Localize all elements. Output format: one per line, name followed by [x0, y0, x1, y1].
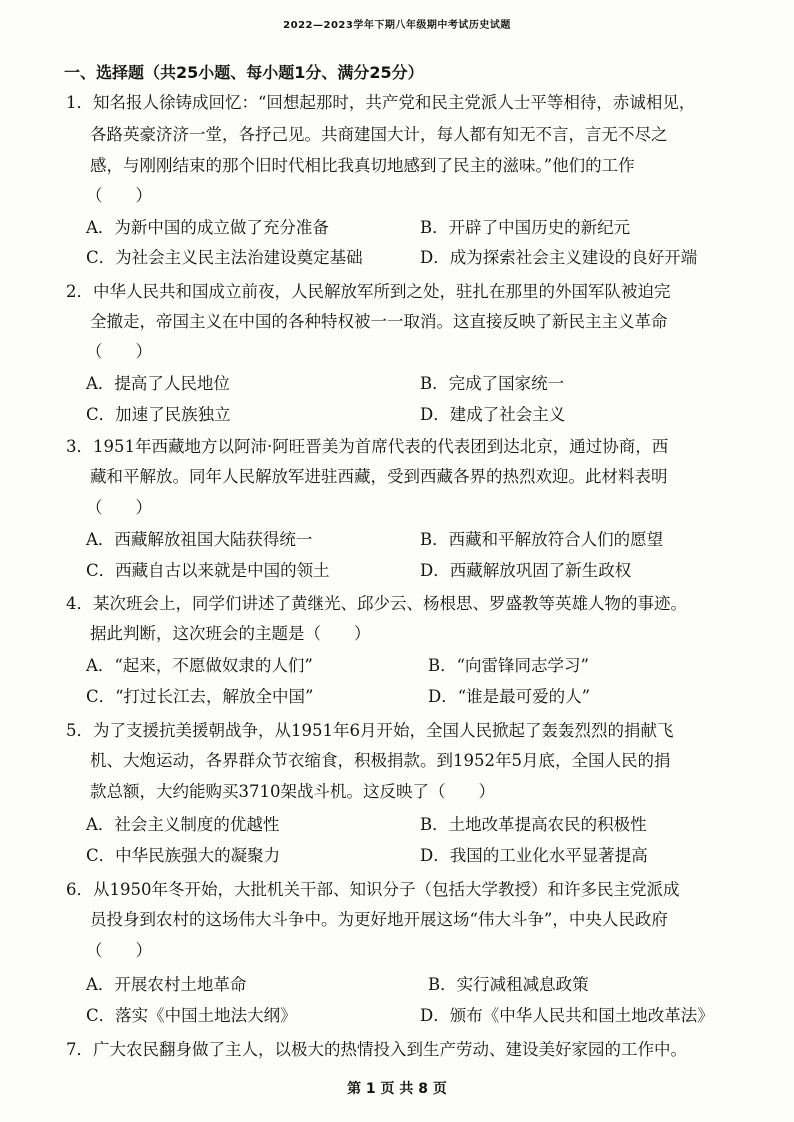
page-title: 2022—2023学年下期八年级期中考试历史试题: [283, 20, 511, 31]
q1-option-b: B．开辟了中国历史的新纪元: [420, 218, 631, 237]
q3-blank: （ ）: [86, 498, 152, 517]
q5-line-1: 5．为了支援抗美援朝战争，从1951年6月开始，全国人民掀起了轰轰烈烈的捐献飞: [66, 721, 674, 740]
q4-option-c: C．“打过长江去，解放全中国”: [86, 687, 314, 706]
q2-option-b: B．完成了国家统一: [420, 374, 565, 393]
q6-line-1: 6．从1950年冬开始，大批机关干部、知识分子（包括大学教授）和许多民主党派成: [66, 880, 680, 899]
q6-option-a: A．开展农村土地革命: [86, 975, 247, 994]
q2-option-a: A．提高了人民地位: [86, 374, 230, 393]
q1-line-3: 感，与刚刚结束的那个旧时代相比我真切地感到了民主的滋味。”他们的工作: [90, 156, 635, 175]
q1-option-a: A．为新中国的成立做了充分准备: [86, 218, 329, 237]
q3-line-1: 3．1951年西藏地方以阿沛·阿旺晋美为首席代表的代表团到达北京，通过协商，西: [66, 437, 669, 456]
q3-option-c: C．西藏自古以来就是中国的领土: [86, 561, 330, 580]
q1-line-2: 各路英豪济济一堂，各抒己见。共商建国大计，每人都有知无不言，言无不尽之: [90, 125, 668, 144]
q1-blank: （ ）: [86, 186, 152, 205]
q5-option-d: D．我国的工业化水平显著提高: [420, 846, 648, 865]
q2-option-c: C．加速了民族独立: [86, 405, 231, 424]
q5-line-3: 款总额，大约能购买3710架战斗机。这反映了（ ）: [90, 782, 495, 801]
q6-option-b: B．实行减租减息政策: [428, 975, 589, 994]
q7-line-1: 7．广大农民翻身做了主人，以极大的热情投入到生产劳动、建设美好家园的工作中。: [66, 1040, 687, 1059]
q3-option-a: A．西藏解放祖国大陆获得统一: [86, 530, 313, 549]
q2-option-d: D．建成了社会主义: [420, 405, 566, 424]
q6-line-2: 员投身到农村的这场伟大斗争中。为更好地开展这场“伟大斗争”，中央人民政府: [90, 910, 668, 929]
q1-option-d: D．成为探索社会主义建设的良好开端: [420, 248, 698, 267]
q3-line-2: 藏和平解放。同年人民解放军进驻西藏，受到西藏各界的热烈欢迎。此材料表明: [90, 467, 668, 486]
q5-option-c: C．中华民族强大的凝聚力: [86, 846, 281, 865]
q4-option-a: A．“起来，不愿做奴隶的人们”: [86, 656, 313, 675]
q4-option-d: D．“谁是最可爱的人”: [428, 687, 591, 706]
page-footer: 第 1 页 共 8 页: [347, 1081, 447, 1097]
q2-line-1: 2．中华人民共和国成立前夜，人民解放军所到之处，驻扎在那里的外国军队被迫完: [66, 282, 671, 301]
q3-option-d: D．西藏解放巩固了新生政权: [420, 561, 632, 580]
q4-line-2: 据此判断，这次班会的主题是（ ）: [90, 624, 371, 643]
q1-line-1: 1．知名报人徐铸成回忆：“回想起那时，共产党和民主党派人士平等相待，赤诚相见，: [66, 93, 696, 112]
section-heading: 一、选择题（共25小题、每小题1分、满分25分）: [64, 63, 424, 82]
q3-option-b: B．西藏和平解放符合人们的愿望: [420, 530, 664, 549]
q5-option-a: A．社会主义制度的优越性: [86, 815, 280, 834]
q6-blank: （ ）: [86, 941, 152, 960]
q5-option-b: B．土地改革提高农民的积极性: [420, 815, 647, 834]
q2-blank: （ ）: [86, 342, 152, 361]
q1-option-c: C．为社会主义民主法治建设奠定基础: [86, 248, 363, 267]
q6-option-d: D．颁布《中华人民共和国土地改革法》: [420, 1006, 714, 1025]
q6-option-c: C．落实《中国土地法大纲》: [86, 1006, 297, 1025]
q4-option-b: B．“向雷锋同志学习”: [428, 656, 589, 675]
q2-line-2: 全撤走，帝国主义在中国的各种特权被一一取消。这直接反映了新民主主义革命: [90, 312, 668, 331]
q4-line-1: 4．某次班会上，同学们讲述了黄继光、邱少云、杨根思、罗盛教等英雄人物的事迹。: [66, 594, 687, 613]
q5-line-2: 机、大炮运动，各界群众节衣缩食，积极捐款。到1952年5月底，全国人民的捐: [90, 751, 671, 770]
